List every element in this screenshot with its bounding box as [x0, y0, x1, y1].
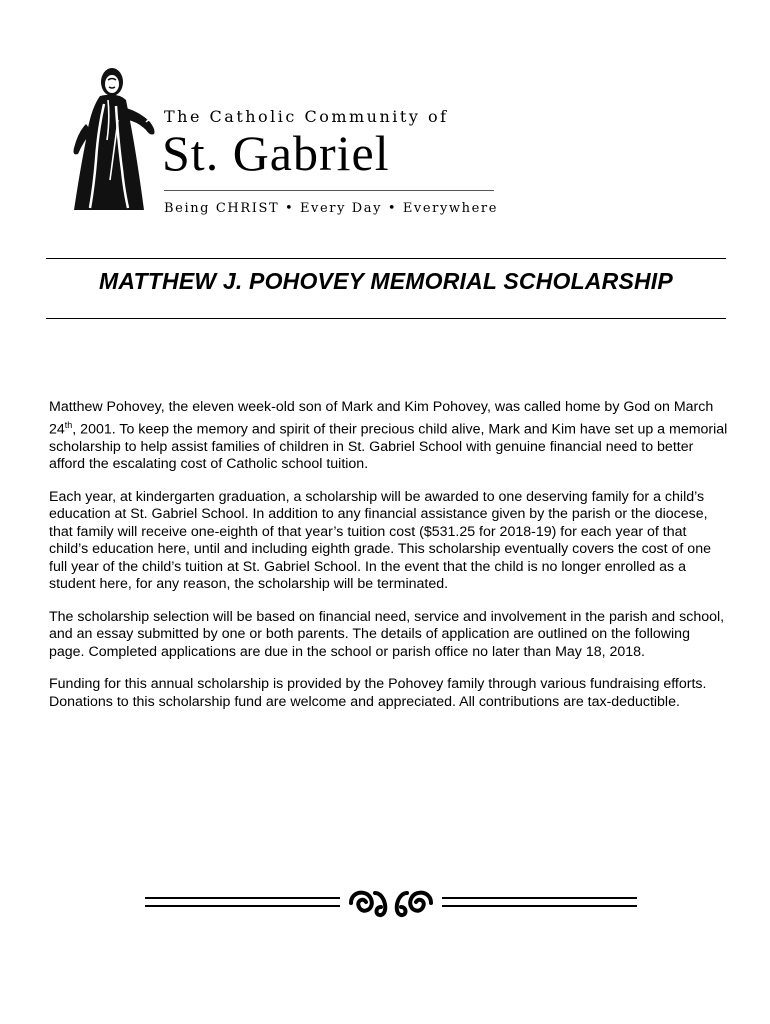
logo-divider — [164, 190, 494, 191]
paragraph-award: Each year, at kindergarten graduation, a scholarship will be awarded to one deserving family for a child’s education at St. Gabriel School. In addition to any financial assistance given by the parish or the diocese, that family will receive one-eighth of that year’s tuition cost ($531.25 for 2018-19) for each year of that child’s education here, until and including eighth grade. This scholarship eventually covers the cost of one full year of the child’s tuition at St. Gabriel School. In the event that the child is no longer enrolled as a student here, for any reason, the scholarship will be terminated. — [49, 488, 711, 593]
paragraph-intro-part1: Matthew Pohovey, the eleven week-old son of Mark and Kim Pohovey, was called home by God on March 24 — [49, 399, 714, 438]
page-ornament — [145, 885, 637, 921]
paragraph-intro-part2: , 2001. To keep the memory and spirit of their precious child alive, Mark and Kim have set up a memorial scholarship to help assist families of children in St. Gabriel School with genuine financial need to better afford the escalating cost of Catholic school tuition. — [49, 421, 728, 473]
page-title: MATTHEW J. POHOVEY MEMORIAL SCHOLARSHIP — [99, 268, 673, 294]
ornament-line-right — [442, 897, 637, 907]
paragraph-intro — [49, 399, 729, 474]
title-rule-top — [46, 258, 726, 259]
body-text — [49, 399, 729, 726]
jesus-figure-icon — [60, 60, 160, 216]
ornament-line-left — [145, 897, 340, 907]
title-rule-bottom — [46, 318, 726, 319]
paragraph-selection: The scholarship selection will be based on financial need, service and involvement in the parish and school, and an essay submitted by one or both parents. The details of application are outlined on the following page. Completed applications are due in the school or parish office no later than May 18, 2018. — [49, 608, 725, 660]
parish-logo — [60, 60, 500, 220]
date-superscript: th — [64, 419, 73, 430]
paragraph-funding: Funding for this annual scholarship is provided by the Pohovey family through various fundraising efforts. Donations to this scholarship fund are welcome and appreciated. All contributions are tax-deductible. — [49, 676, 707, 710]
logo-tagline: Being CHRIST • Every Day • Everywhere — [164, 201, 499, 216]
fleuron-ornament-icon — [345, 885, 437, 921]
logo-subtitle: The Catholic Community of — [164, 107, 449, 126]
logo-title: St. Gabriel — [162, 125, 390, 181]
